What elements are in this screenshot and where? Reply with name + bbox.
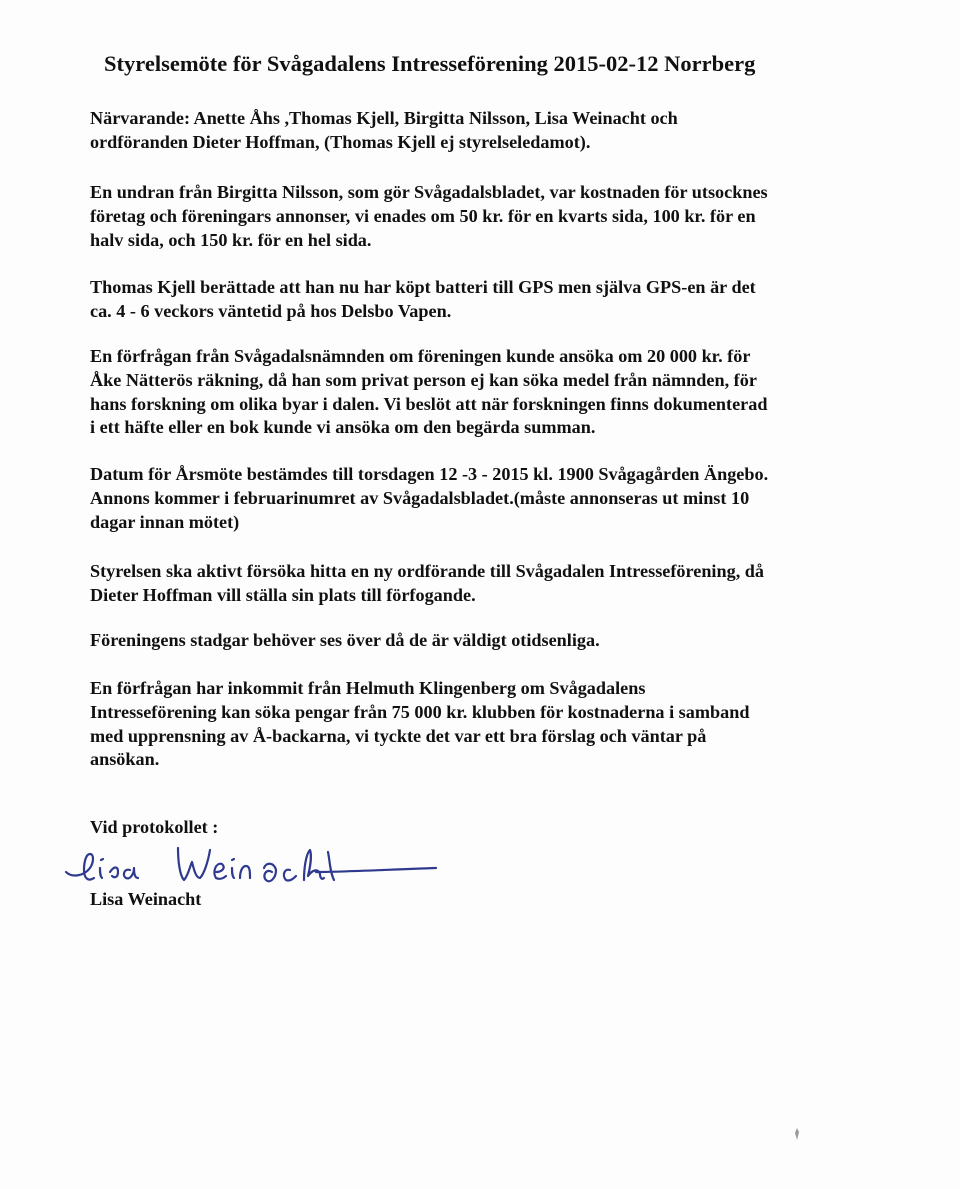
paragraph-line: En förfrågan från Svågadalsnämnden om föreningen kunde ansöka om 20 000 kr. för <box>90 346 751 366</box>
paragraph-line: En förfrågan har inkommit från Helmuth Klingenberg om Svågadalens <box>90 678 646 698</box>
paragraph-line: halv sida, och 150 kr. för en hel sida. <box>90 229 372 250</box>
paragraph-line: Thomas Kjell berättade att han nu har köpt batteri till GPS men själva GPS-en är det <box>90 277 756 297</box>
gps-paragraph <box>90 276 910 324</box>
paragraph-line: ordföranden Dieter Hoffman, (Thomas Kjell ej styrelseledamot). <box>90 131 591 152</box>
paragraph-line: Intresseförening kan söka pengar från 75 000 kr. klubben för kostnaderna i samband <box>90 701 750 722</box>
funding-request-paragraph <box>90 345 910 440</box>
paragraph-line: Dieter Hoffman vill ställa sin plats till förfogande. <box>90 584 476 605</box>
paragraph-line: med upprensning av Å-backarna, vi tyckte det var ett bra förslag och väntar på <box>90 725 707 746</box>
signer-name: Lisa Weinacht <box>90 889 202 909</box>
bylaws-paragraph <box>90 629 910 653</box>
advertising-rates-paragraph <box>90 181 910 252</box>
closing-line: Vid protokollet : <box>90 817 219 837</box>
paragraph-line: Åke Nätterös räkning, då han som privat person ej kan söka medel från nämnden, för <box>90 369 757 390</box>
paragraph-line: dagar innan mötet) <box>90 511 240 532</box>
paragraph-line: hans forskning om olika byar i dalen. Vi beslöt att när forskningen finns dokumenterad <box>90 393 768 414</box>
paragraph-line: Föreningens stadgar behöver ses över då de är väldigt otidsenliga. <box>90 630 600 650</box>
paragraph-line: ansökan. <box>90 749 160 770</box>
paragraph-line: i ett häfte eller en bok kunde vi ansöka om den begärda summan. <box>90 417 596 438</box>
paragraph-line: Datum för Årsmöte bestämdes till torsdagen 12 -3 - 2015 kl. 1900 Svågagården Ängebo. <box>90 464 769 484</box>
document-title: Styrelsemöte för Svågadalens Intresseförening 2015-02-12 Norrberg <box>104 51 756 76</box>
paragraph-line: Annons kommer i februarinumret av Svågadalsbladet.(måste annonseras ut minst 10 <box>90 487 750 508</box>
annual-meeting-paragraph <box>90 463 910 534</box>
paragraph-line: Styrelsen ska aktivt försöka hitta en ny ordförande till Svågadalen Intresseförening, då <box>90 561 764 581</box>
paragraph-line: ca. 4 - 6 veckors väntetid på hos Delsbo Vapen. <box>90 300 452 321</box>
cleanup-request-paragraph <box>90 677 910 772</box>
scan-speck <box>794 1128 800 1140</box>
new-chairman-paragraph <box>90 560 910 608</box>
paragraph-line: företag och föreningars annonser, vi enades om 50 kr. för en kvarts sida, 100 kr. för en <box>90 205 756 226</box>
attendees-paragraph <box>90 107 910 155</box>
paragraph-line: En undran från Birgitta Nilsson, som gör Svågadalsbladet, var kostnaden för utsocknes <box>90 182 768 202</box>
paragraph-line: Närvarande: Anette Åhs ,Thomas Kjell, Birgitta Nilsson, Lisa Weinacht och <box>90 108 678 128</box>
